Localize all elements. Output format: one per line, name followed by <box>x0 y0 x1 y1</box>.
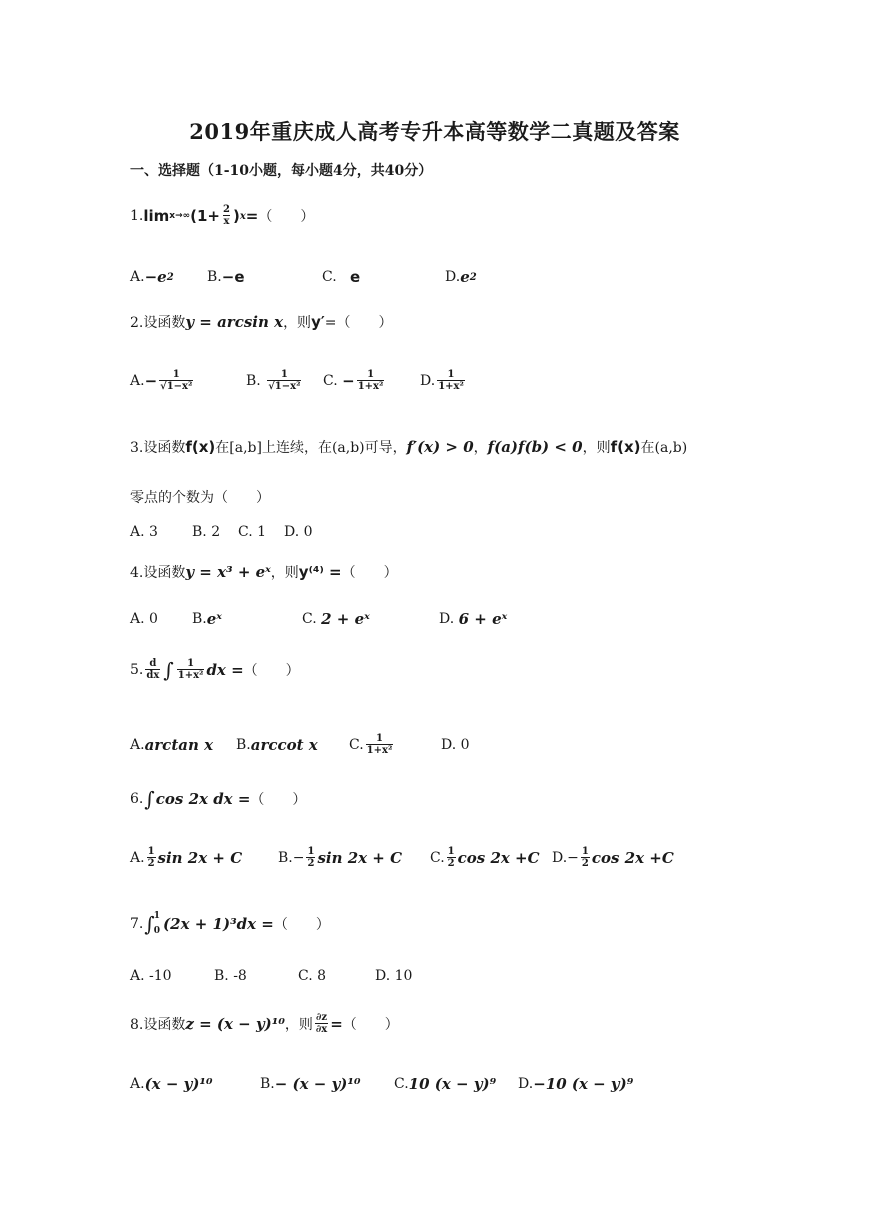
q1-body: (1+ <box>190 207 220 225</box>
q6-half-n: 1 <box>307 846 315 857</box>
q5-a-v: arctan x <box>144 736 214 754</box>
answer-option <box>236 736 318 754</box>
q3-t1: 在[a,b]上连续，在(a,b)可导， <box>215 440 407 456</box>
q8-d-v: −10 (x − y)⁹ <box>533 1075 634 1093</box>
q8-b: B. <box>260 1076 275 1092</box>
question-5-options <box>130 731 530 759</box>
q5-b-v: arccot x <box>250 736 318 754</box>
q6-body: cos 2x dx = <box>155 790 251 808</box>
q7-a: A. -10 <box>130 968 172 984</box>
q5-tail: （ ） <box>243 663 300 679</box>
question-6 <box>130 787 306 811</box>
q6-c: C. <box>430 850 445 866</box>
question-5 <box>130 658 300 682</box>
q8-fx: z = (x − y)¹⁰ <box>185 1015 285 1033</box>
q1-a-v: −e <box>144 268 167 286</box>
q6-half-n: 1 <box>581 846 589 857</box>
q7-up: 1 <box>153 911 161 921</box>
answer-option <box>130 847 242 869</box>
q5-int: ∫ <box>163 658 174 682</box>
q7-int: ∫ <box>144 912 155 936</box>
q6-d-v: cos 2x +C <box>591 849 674 867</box>
q2-one: 1 <box>447 369 455 380</box>
q3-d: D. 0 <box>284 524 313 540</box>
fraction <box>159 370 193 392</box>
q1-b-v: −e <box>221 268 245 286</box>
q2-c-s: − <box>342 372 355 390</box>
q2-a-s: − <box>144 372 158 390</box>
q5-den: 1+x² <box>366 745 393 756</box>
q5-a: A. <box>130 737 145 753</box>
answer-option <box>207 268 245 286</box>
q1-fd: x <box>223 216 230 227</box>
answer-option <box>130 736 213 754</box>
q7-tail: （ ） <box>273 917 330 933</box>
q1-lim: lim <box>143 207 170 225</box>
answer-option <box>518 1075 633 1093</box>
fraction <box>147 847 156 869</box>
fraction <box>366 734 394 756</box>
answer-option <box>302 610 370 628</box>
answer-option <box>394 1075 496 1093</box>
question-2-options <box>130 366 530 396</box>
question-3-line-2: 零点的个数为（ ） <box>130 490 270 506</box>
q7-b: B. -8 <box>214 968 247 984</box>
fraction <box>222 205 231 227</box>
q1-c-v: e <box>350 268 361 286</box>
q6-b: B.− <box>278 850 305 866</box>
q5-b: B. <box>236 737 251 753</box>
q5-dd: dx <box>146 670 160 681</box>
q2-mid: ，则 <box>283 315 312 331</box>
q4-num: 4.设函数 <box>130 565 186 581</box>
q4-fx: y = x³ + eˣ <box>185 563 271 581</box>
q2-c: C. <box>323 373 338 389</box>
q8-num: 8.设函数 <box>130 1017 186 1033</box>
q2-one: 1 <box>280 369 288 380</box>
fraction <box>177 659 205 681</box>
q2-a: A. <box>130 373 145 389</box>
q1-d-v: e <box>460 268 470 286</box>
section-heading: 一、选择题（1-10小题，每小题4分，共40分） <box>130 163 433 179</box>
answer-option <box>130 268 174 286</box>
question-2 <box>130 312 393 332</box>
q6-tail: （ ） <box>250 792 307 808</box>
q1-tail: ) <box>232 207 240 225</box>
page-title: 2019年重庆成人高考专升本高等数学二真题及答案 <box>189 119 680 144</box>
q8-c: C. <box>394 1076 409 1092</box>
q8-d: D. <box>518 1076 534 1092</box>
q4-mid: ，则 <box>270 565 299 581</box>
q3-t2: ，则 <box>582 440 611 456</box>
answer-option <box>349 734 395 756</box>
q4-tail: （ ） <box>341 565 398 581</box>
q6-num: 6. <box>130 791 144 807</box>
q2-fx: y = arcsin x <box>185 313 284 331</box>
question-8-options <box>130 1073 690 1095</box>
q1-d-e: 2 <box>469 271 477 283</box>
q6-half-n: 1 <box>147 846 155 857</box>
q8-a-v: (x − y)¹⁰ <box>144 1075 213 1093</box>
q6-half-d: 2 <box>147 858 155 869</box>
q2-den-plus: 1+x² <box>357 381 384 392</box>
q1-a-e: 2 <box>166 271 174 283</box>
q1-fn: 2 <box>223 204 230 215</box>
q5-one: 1 <box>187 658 195 669</box>
q7-c: C. 8 <box>298 968 327 984</box>
question-6-options <box>130 843 690 873</box>
q1-exp: x <box>239 210 246 222</box>
q6-half-d: 2 <box>447 858 455 869</box>
q1-d: D. <box>445 269 461 285</box>
fraction <box>437 370 465 392</box>
q2-den-sqrt: √1−x² <box>160 381 193 392</box>
q2-num: 2.设函数 <box>130 315 186 331</box>
q6-half-d: 2 <box>581 858 589 869</box>
fraction <box>306 847 315 869</box>
q4-d-v: 6 + eˣ <box>458 610 508 628</box>
answer-option <box>278 847 402 869</box>
q3-b: B. 2 <box>192 524 221 540</box>
q3-f: f(x) <box>185 438 216 456</box>
fraction <box>315 1013 328 1035</box>
q1-limsub: x→∞ <box>169 211 191 221</box>
q8-pd: ∂x <box>315 1024 328 1035</box>
answer-option <box>130 370 195 392</box>
answer-option <box>323 370 386 392</box>
question-7 <box>130 912 330 936</box>
fraction <box>267 370 301 392</box>
q1-blank: （ ） <box>258 209 315 225</box>
fraction <box>447 847 456 869</box>
answer-option <box>445 268 477 286</box>
q8-tail: （ ） <box>342 1017 399 1033</box>
answer-option <box>439 610 507 628</box>
q3-num: 3.设函数 <box>130 440 186 456</box>
q2-yp: y′ <box>311 313 325 331</box>
q5-d: D. 0 <box>441 737 470 753</box>
answer-option <box>130 1075 213 1093</box>
q3-c1: f′(x) > 0 <box>406 438 474 456</box>
q7-lo: 0 <box>153 926 161 936</box>
q4-d: D. <box>439 611 455 627</box>
q1-a: A. <box>130 269 145 285</box>
q6-d: D.− <box>552 850 579 866</box>
q1-b: B. <box>207 269 222 285</box>
fraction <box>357 370 385 392</box>
q6-a: A. <box>130 850 145 866</box>
question-3 <box>130 437 687 457</box>
q2-d: D. <box>420 373 436 389</box>
answer-option <box>246 370 303 392</box>
q7-num: 7. <box>130 916 144 932</box>
q4-y4: y⁽⁴⁾ = <box>298 563 342 581</box>
q2-den-sqrt: √1−x² <box>268 381 301 392</box>
q6-a-v: sin 2x + C <box>157 849 243 867</box>
q3-c: C. 1 <box>238 524 267 540</box>
q2-den-plus: 1+x² <box>438 381 464 392</box>
q8-eq: = <box>330 1015 343 1033</box>
answer-option <box>420 370 467 392</box>
question-1 <box>130 205 314 227</box>
q5-den: 1+x² <box>177 670 204 681</box>
question-8 <box>130 1013 399 1035</box>
q5-one: 1 <box>376 733 383 744</box>
answer-option <box>192 610 222 628</box>
q1-eq: = <box>245 207 259 225</box>
q3-c2: f(a)f(b) < 0 <box>487 438 583 456</box>
q6-half-n: 1 <box>447 846 455 857</box>
q5-num: 5. <box>130 662 144 678</box>
q2-b: B. <box>246 373 261 389</box>
q5-dn: d <box>149 658 157 669</box>
q2-tail: =（ ） <box>324 315 393 331</box>
answer-option <box>260 1075 361 1093</box>
q8-pn: ∂z <box>316 1012 328 1023</box>
q6-half-d: 2 <box>307 858 315 869</box>
answer-option <box>322 268 360 286</box>
fraction <box>145 659 160 681</box>
q4-b: B. <box>192 611 207 627</box>
q6-int: ∫ <box>144 787 155 811</box>
q8-a: A. <box>130 1076 145 1092</box>
q1-num: 1. <box>130 208 144 224</box>
q4-c-v: 2 + eˣ <box>321 610 370 628</box>
q4-a: A. 0 <box>130 611 158 627</box>
q3-a: A. 3 <box>130 524 158 540</box>
answer-option <box>430 847 540 869</box>
q4-b-v: eˣ <box>206 610 222 628</box>
answer-option <box>552 847 674 869</box>
q8-mid: ，则 <box>284 1017 313 1033</box>
q3-t3: 在(a,b) <box>640 440 688 456</box>
question-3-options <box>130 522 530 542</box>
q5-c: C. <box>349 737 364 753</box>
q6-b-v: sin 2x + C <box>317 849 403 867</box>
q8-b-v: − (x − y)¹⁰ <box>274 1075 361 1093</box>
q3-sep: ， <box>473 440 488 456</box>
q5-dx: dx = <box>206 661 244 679</box>
q8-c-v: 10 (x − y)⁹ <box>408 1075 497 1093</box>
q3-f2: f(x) <box>610 438 641 456</box>
q7-body: (2x + 1)³dx = <box>163 915 274 933</box>
question-7-options <box>130 966 530 986</box>
question-1-options <box>130 266 530 288</box>
fraction <box>581 847 590 869</box>
question-4-options <box>130 608 550 630</box>
q6-c-v: cos 2x +C <box>457 849 540 867</box>
q2-one: 1 <box>367 369 375 380</box>
q7-d: D. 10 <box>375 968 413 984</box>
q2-one: 1 <box>172 369 180 380</box>
q1-c: C. <box>322 269 337 285</box>
q4-c: C. <box>302 611 317 627</box>
question-4 <box>130 562 398 582</box>
